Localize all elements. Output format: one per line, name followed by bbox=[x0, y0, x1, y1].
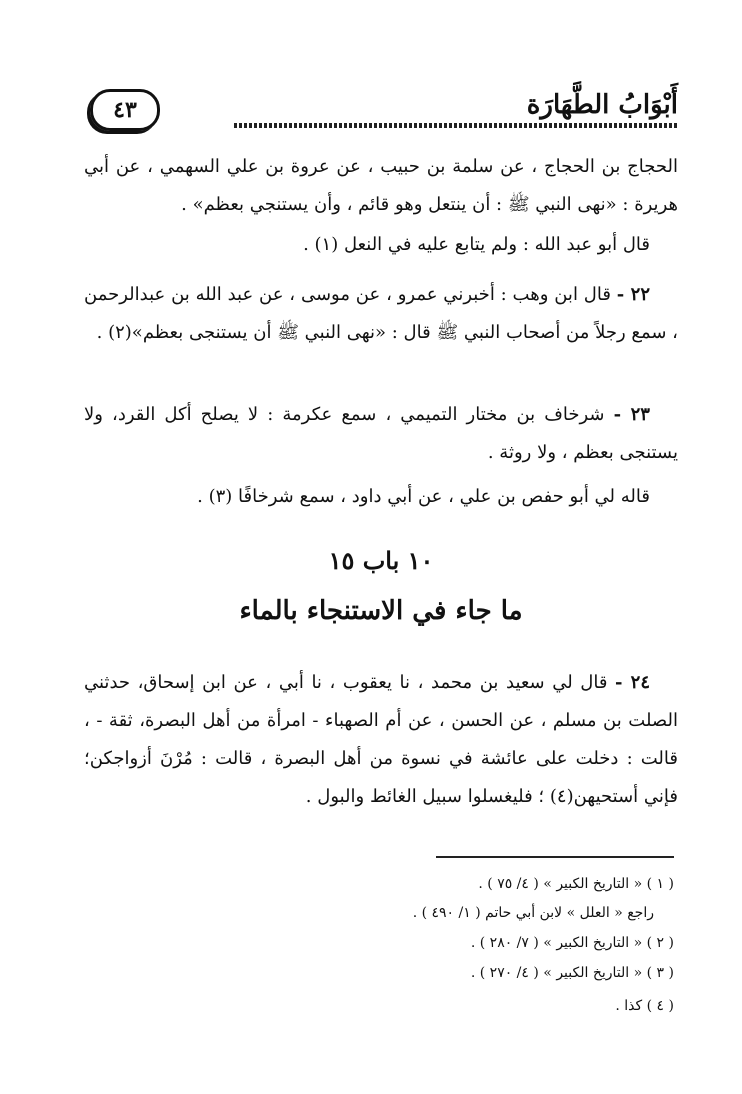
paragraph-text: قاله لي أبو حفص بن علي ، عن أبي داود ، سمع شرخافًا (٣) . bbox=[197, 486, 650, 507]
hadith-24 bbox=[84, 664, 678, 816]
footnote: ( ٣ ) « التاريخ الكبير » ( ٤/ ٢٧٠ ) . bbox=[470, 965, 674, 981]
paragraph-continuation bbox=[84, 148, 678, 224]
paragraph-text: قال لي سعيد بن محمد ، نا يعقوب ، نا أبي ، عن ابن إسحاق، حدثني الصلت بن مسلم ، عن الحسن ، عن أم الصهباء - امرأة من أهل البصرة، ثقة - ، قالت : دخلت على عائشة في نسوة من أهل البصرة ، قالت : مُرْنَ أزواجكن؛ فإني أستحيهن(٤) ؛ فليغسلوا سبيل الغائط والبول . bbox=[84, 672, 678, 807]
paragraph-text: قال أبو عبد الله : ولم يتابع عليه في النعل (١) . bbox=[303, 234, 650, 255]
footnote: راجع « العلل » لابن أبي حاتم ( ١/ ٤٩٠ ) . bbox=[412, 905, 654, 921]
hadith-number: ٢٤ - bbox=[615, 672, 650, 693]
section-title: ما جاء في الاستنجاء بالماء bbox=[239, 596, 523, 626]
paragraph-note bbox=[84, 226, 678, 264]
page-number-badge: ٤٣ bbox=[90, 89, 160, 131]
hadith-number: ٢٣ - bbox=[613, 404, 650, 425]
footnote: ( ٤ ) كذا . bbox=[615, 998, 674, 1014]
footnote: ( ١ ) « التاريخ الكبير » ( ٤/ ٧٥ ) . bbox=[478, 876, 674, 892]
section-number: ١٠ باب ١٥ bbox=[328, 546, 434, 575]
hadith-22 bbox=[84, 276, 678, 352]
paragraph-text: قال ابن وهب : أخبرني عمرو ، عن موسى ، عن عبد الله بن عبدالرحمن ، سمع رجلاً من أصحاب النبي ﷺ قال : «نهى النبي ﷺ أن يستنجى بعظم»(٢) . bbox=[84, 284, 678, 343]
header-rule bbox=[234, 123, 678, 128]
footnote: ( ٢ ) « التاريخ الكبير » ( ٧/ ٢٨٠ ) . bbox=[470, 935, 674, 951]
hadith-number: ٢٢ - bbox=[616, 284, 650, 305]
book-title: أَبْوَابُ الطَّهَارَة bbox=[526, 90, 678, 120]
paragraph-text: شرخاف بن مختار التميمي ، سمع عكرمة : لا يصلح أكل القرد، ولا يستنجى بعظم ، ولا روثة . bbox=[84, 404, 678, 463]
page-header bbox=[86, 86, 678, 132]
paragraph-text: الحجاج بن الحجاج ، عن سلمة بن حبيب ، عن عروة بن علي السهمي ، عن أبي هريرة : «نهى النبي ﷺ : أن ينتعل وهو قائم ، وأن يستنجي بعظم» . bbox=[84, 156, 678, 215]
footnote-rule bbox=[436, 856, 674, 858]
paragraph-attribution bbox=[84, 478, 678, 516]
hadith-23 bbox=[84, 396, 678, 472]
